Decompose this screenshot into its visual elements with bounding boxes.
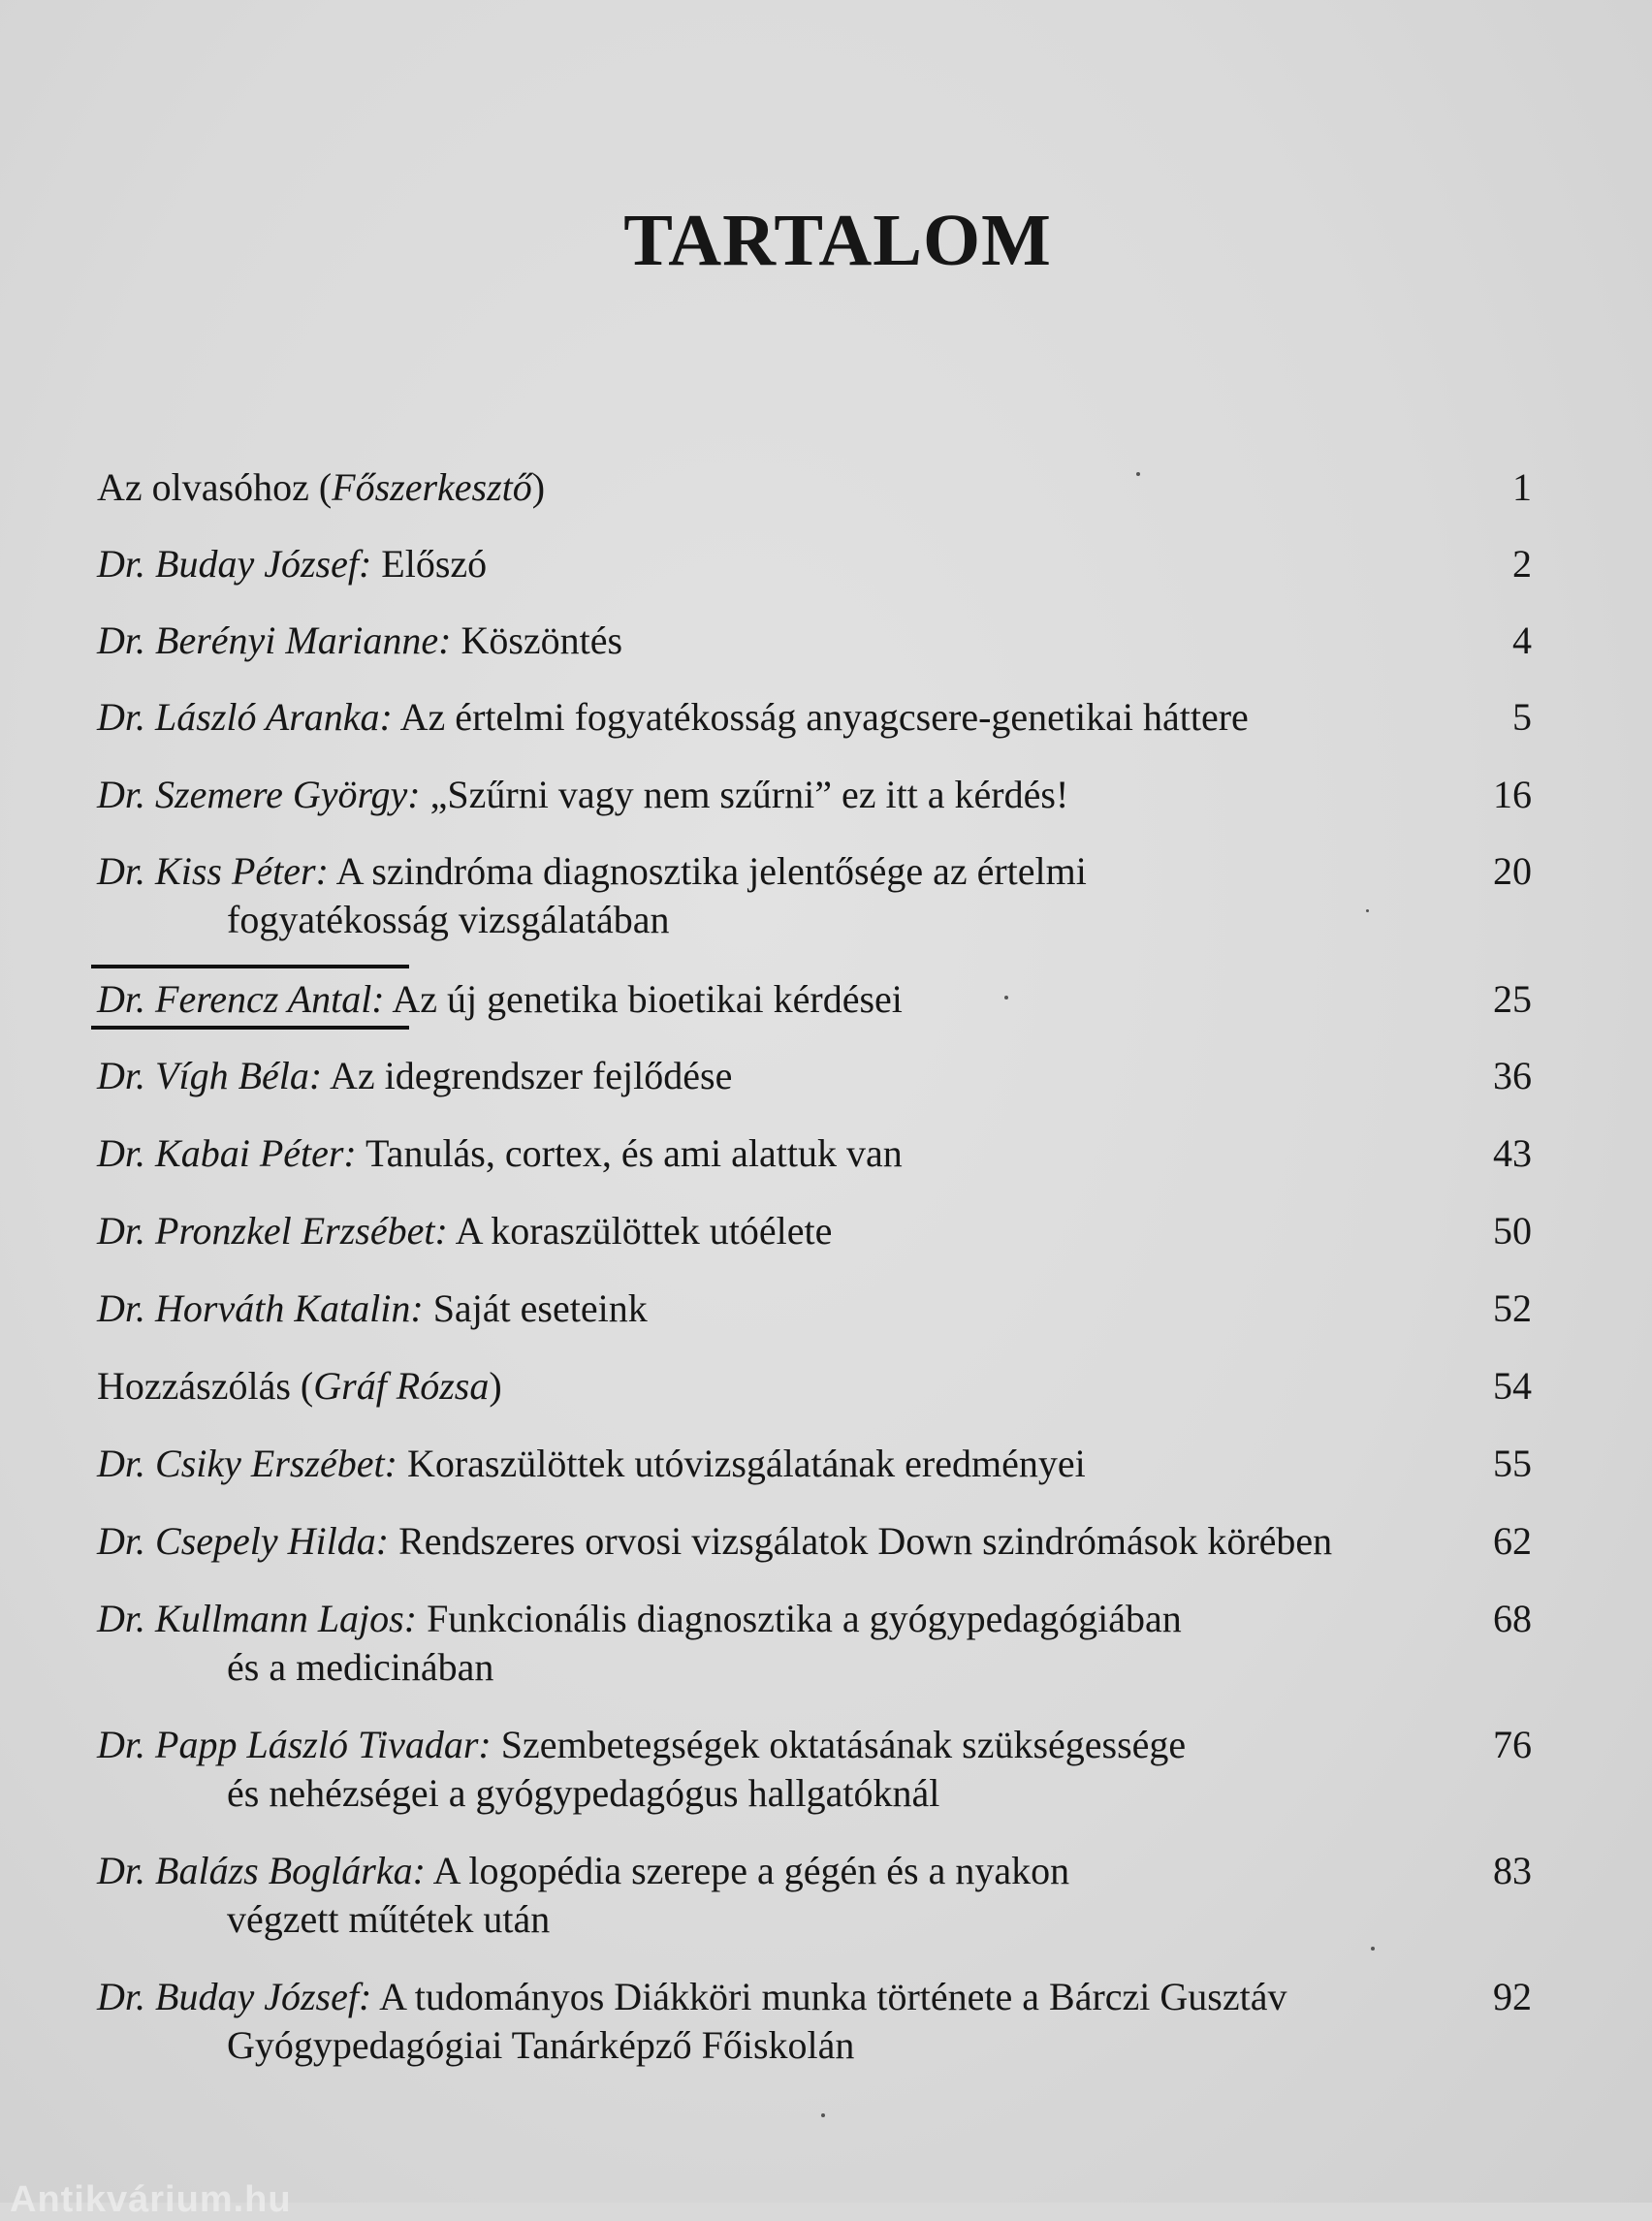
entry-title: „Szűrni vagy nem szűrni” ez itt a kérdés! xyxy=(420,773,1069,816)
page-title: TARTALOM xyxy=(623,200,1052,281)
page-number: 83 xyxy=(1493,1849,1532,1892)
page-number: 1 xyxy=(1512,465,1532,509)
page-number: 20 xyxy=(1493,849,1532,893)
paper-speck xyxy=(821,2113,825,2117)
toc-entry xyxy=(97,1362,1532,1411)
entry-author: Dr. Pronzkel Erzsébet: xyxy=(97,1209,448,1253)
entry-author: Dr. Vígh Béla: xyxy=(97,1054,323,1097)
page-number: 50 xyxy=(1493,1209,1532,1253)
page-number: 54 xyxy=(1493,1364,1532,1408)
page-number: 36 xyxy=(1493,1054,1532,1097)
toc-entry xyxy=(97,771,1532,819)
toc-entry xyxy=(97,1973,1532,2070)
entry-author: Dr. Papp László Tivadar: xyxy=(97,1723,492,1766)
entry-editor: Főszerkesztő xyxy=(332,465,532,509)
page-number: 4 xyxy=(1512,619,1532,662)
toc-entry xyxy=(97,1285,1532,1333)
toc-entry xyxy=(97,1847,1532,1944)
entry-commenter: Gráf Rózsa xyxy=(313,1364,490,1408)
toc-entry xyxy=(97,1052,1532,1100)
toc-entry xyxy=(97,617,1532,665)
top-rule xyxy=(91,965,409,968)
entry-author: Dr. Kiss Péter: xyxy=(97,849,329,893)
page-number: 25 xyxy=(1493,977,1532,1021)
paper-speck xyxy=(1366,909,1369,912)
entry-author: Dr. Csiky Erszébet: xyxy=(97,1442,397,1485)
entry-title: Az új genetika bioetikai kérdései xyxy=(384,977,903,1021)
entry-author: Dr. Csepely Hilda: xyxy=(97,1519,390,1563)
paper-speck xyxy=(1371,1947,1375,1951)
page-number: 16 xyxy=(1493,773,1532,816)
toc-entry xyxy=(97,1595,1532,1692)
toc-entry xyxy=(97,1721,1532,1818)
entry-title: Előszó xyxy=(371,542,488,586)
toc-entry xyxy=(97,463,1532,512)
entry-author: Dr. Kabai Péter: xyxy=(97,1131,357,1175)
page-number: 76 xyxy=(1493,1723,1532,1766)
entry-author: Dr. Balázs Boglárka: xyxy=(97,1849,426,1892)
entry-title: A tudományos Diákköri munka története a Bárczi Gusztáv xyxy=(371,1975,1287,2018)
entry-author: Dr. Buday József: xyxy=(97,542,372,586)
entry-author: Dr. Ferencz Antal: xyxy=(97,977,385,1021)
entry-title: Tanulás, cortex, és ami alattuk van xyxy=(356,1131,903,1175)
entry-title: Funkcionális diagnosztika a gyógypedagógiában xyxy=(417,1597,1182,1640)
page-number: 2 xyxy=(1512,542,1532,586)
toc-entry-highlighted xyxy=(97,975,1532,1024)
entry-author: Dr. Horváth Katalin: xyxy=(97,1286,424,1330)
watermark: Antikvárium.hu xyxy=(10,2179,292,2220)
entry-title: A koraszülöttek utóélete xyxy=(447,1209,833,1253)
entry-title: Rendszeres orvosi vizsgálatok Down szindrómások körében xyxy=(389,1519,1333,1563)
entry-author: Dr. Szemere György: xyxy=(97,773,421,816)
bottom-rule xyxy=(91,1026,409,1030)
entry-title: A logopédia szerepe a gégén és a nyakon xyxy=(425,1849,1070,1892)
entry-title-continuation: és nehézségei a gyógypedagógus hallgatóknál xyxy=(227,1771,940,1815)
entry-title: A szindróma diagnosztika jelentősége az értelmi xyxy=(328,849,1087,893)
paper-speck xyxy=(1136,472,1140,476)
entry-title-continuation: végzett műtétek után xyxy=(227,1897,551,1941)
toc-entry xyxy=(97,1207,1532,1255)
entry-title: Az értelmi fogyatékosság anyagcsere-genetikai háttere xyxy=(392,695,1249,739)
entry-title-continuation: Gyógypedagógiai Tanárképző Főiskolán xyxy=(227,2023,855,2067)
entry-author: Dr. Kullmann Lajos: xyxy=(97,1597,418,1640)
entry-author: Dr. Berényi Marianne: xyxy=(97,619,452,662)
entry-title: Saját eseteink xyxy=(423,1286,648,1330)
page-number: 55 xyxy=(1493,1442,1532,1485)
entry-text: Hozzászólás ( xyxy=(97,1364,314,1408)
page-number: 92 xyxy=(1493,1975,1532,2018)
entry-title-continuation: fogyatékosság vizsgálatában xyxy=(227,898,670,941)
toc-entry xyxy=(97,847,1532,944)
entry-title-continuation: és a medicinában xyxy=(227,1645,494,1689)
page-number: 52 xyxy=(1493,1286,1532,1330)
entry-author: Dr. László Aranka: xyxy=(97,695,393,739)
toc-entry xyxy=(97,1517,1532,1566)
page-number: 5 xyxy=(1512,695,1532,739)
toc-entry xyxy=(97,1440,1532,1488)
toc-entry xyxy=(97,1129,1532,1178)
toc-entry xyxy=(97,540,1532,588)
entry-title: Az idegrendszer fejlődése xyxy=(322,1054,733,1097)
entry-text-end: ) xyxy=(489,1364,502,1408)
entry-title: Koraszülöttek utóvizsgálatának eredményei xyxy=(397,1442,1086,1485)
entry-title: Köszöntés xyxy=(451,619,623,662)
entry-author: Dr. Buday József: xyxy=(97,1975,372,2018)
entry-text-end: ) xyxy=(531,465,546,509)
page-number: 68 xyxy=(1493,1597,1532,1640)
page-number: 62 xyxy=(1493,1519,1532,1563)
page-number: 43 xyxy=(1493,1131,1532,1175)
entry-text: Az olvasóhoz ( xyxy=(97,465,333,509)
entry-title: Szembetegségek oktatásának szükségessége xyxy=(491,1723,1187,1766)
toc-entry xyxy=(97,693,1532,742)
paper-speck xyxy=(1004,996,1008,999)
